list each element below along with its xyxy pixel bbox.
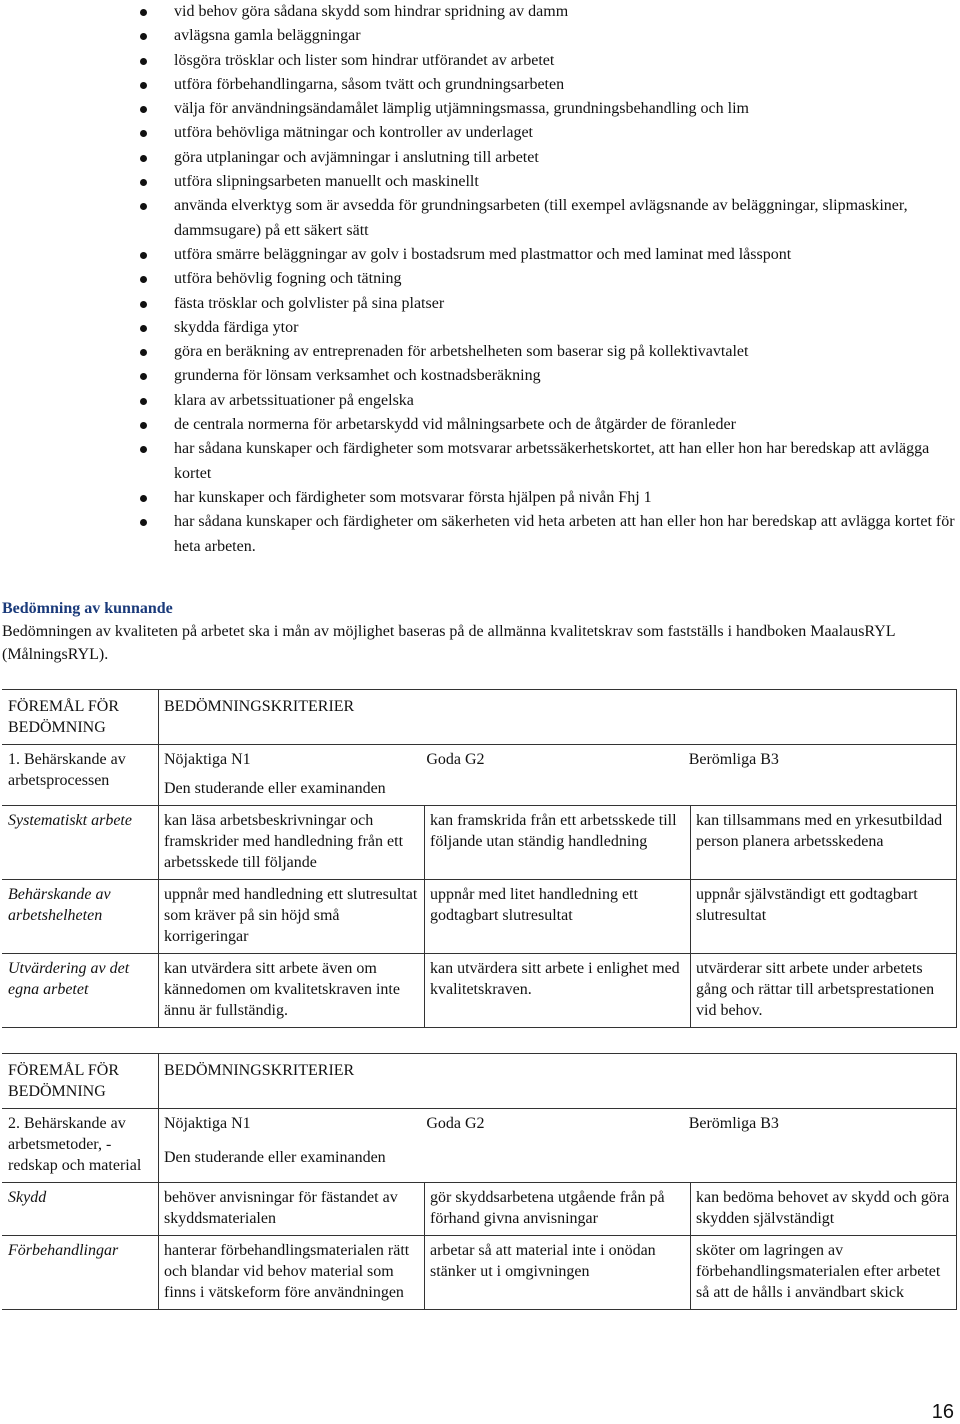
bullet-list [140, 0, 958, 559]
b3-cell: uppnår självständigt ett godtagbart slutresultat [691, 880, 957, 954]
n1-cell: kan utvärdera sitt arbete även om kännedomen om kvalitetskraven inte ännu är fullständig. [159, 954, 425, 1028]
bullet-dot [140, 349, 147, 356]
b3-cell: sköter om lagringen av förbehandlingsmaterialen efter arbetet så att de hålls i användbart skick [691, 1236, 957, 1310]
object-cell: Behärskande av arbetshelheten [3, 880, 159, 954]
bullet-dot [140, 203, 147, 210]
list-item: vid behov göra sådana skydd som hindrar spridning av damm [140, 0, 958, 24]
level-b3: Berömliga B3 [688, 1115, 779, 1132]
list-item: göra en beräkning av entreprenaden för arbetshelheten som baserar sig på kollektivavtalet [140, 340, 958, 364]
level-g2: Goda G2 [426, 751, 485, 768]
criteria-header: BEDÖMNINGSKRITERIER [159, 690, 957, 745]
list-item: utföra slipningsarbeten manuellt och maskinellt [140, 170, 958, 194]
criteria-table-1 [2, 689, 957, 1028]
bullet-dot [140, 398, 147, 405]
list-item: göra utplaningar och avjämningar i anslutning till arbetet [140, 146, 958, 170]
bullet-dot [140, 130, 147, 137]
criteria-header: BEDÖMNINGSKRITERIER [159, 1054, 957, 1109]
b3-cell: utvärderar sitt arbete under arbetets gång och rättar till arbetsprestationen vid behov. [691, 954, 957, 1028]
g2-cell: uppnår med litet handledning ett godtagbart slutresultat [425, 880, 691, 954]
criteria-table-2 [2, 1053, 957, 1310]
level-g2: Goda G2 [426, 1115, 485, 1132]
level-n1: Nöjaktiga N1 [164, 1115, 251, 1132]
assessment-target: 1. Behärskande av arbetsprocessen [3, 745, 159, 806]
bullet-dot [140, 301, 147, 308]
list-item: lösgöra trösklar och lister som hindrar utförandet av arbetet [140, 49, 958, 73]
assessment-heading: Bedömning av kunnande [2, 600, 173, 617]
list-item: har sådana kunskaper och färdigheter om säkerheten vid heta arbeten att han eller hon har beredskap att avlägga kortet för heta arbeten. [140, 510, 958, 559]
list-item: välja för användningsändamålet lämplig utjämningsmassa, grundningsbehandling och lim [140, 97, 958, 121]
list-item: grunderna för lönsam verksamhet och kostnadsberäkning [140, 364, 958, 388]
bullet-dot [140, 106, 147, 113]
g2-cell: kan utvärdera sitt arbete i enlighet med kvalitetskraven. [425, 954, 691, 1028]
level-n1: Nöjaktiga N1 [164, 751, 251, 768]
list-item: klara av arbetssituationer på engelska [140, 389, 958, 413]
n1-cell: behöver anvisningar för fästandet av skyddsmaterialen [159, 1183, 425, 1236]
list-item: de centrala normerna för arbetarskydd vid målningsarbete och de åtgärder de föranleder [140, 413, 958, 437]
list-item: har sådana kunskaper och färdigheter som motsvarar arbetssäkerhetskortet, att han eller hon har beredskap att avlägga kortet [140, 437, 958, 486]
bullet-dot [140, 33, 147, 40]
subject-label: Den studerande eller examinanden [159, 770, 957, 806]
object-header: FÖREMÅL FÖR BEDÖMNING [3, 690, 159, 745]
assessment-text: Bedömningen av kvaliteten på arbetet ska i mån av möjlighet baseras på de allmänna kvalitetskrav som fastställs i handboken MaalausRYL (MålningsRYL). [2, 623, 895, 663]
object-header: FÖREMÅL FÖR BEDÖMNING [3, 1054, 159, 1109]
level-row [159, 1109, 957, 1140]
list-item: utföra behövliga mätningar och kontroller av underlaget [140, 121, 958, 145]
object-cell: Förbehandlingar [3, 1236, 159, 1310]
subject-label: Den studerande eller examinanden [159, 1139, 957, 1182]
list-item: har kunskaper och färdigheter som motsvarar första hjälpen på nivån Fhj 1 [140, 486, 958, 510]
bullet-dot [140, 325, 147, 332]
assessment-section [2, 597, 958, 666]
bullet-dot [140, 82, 147, 89]
n1-cell: kan läsa arbetsbeskrivningar och framskrider med handledning från ett arbetsskede till följande [159, 806, 425, 880]
n1-cell: uppnår med handledning ett slutresultat som kräver på sin höjd små korrigeringar [159, 880, 425, 954]
g2-cell: kan framskrida från ett arbetsskede till följande utan ständig handledning [425, 806, 691, 880]
list-item: utföra förbehandlingarna, såsom tvätt och grundningsarbeten [140, 73, 958, 97]
list-item: utföra behövlig fogning och tätning [140, 267, 958, 291]
bullet-dot [140, 495, 147, 502]
object-cell: Utvärdering av det egna arbetet [3, 954, 159, 1028]
page-number: 16 [931, 1401, 954, 1423]
g2-cell: arbetar så att material inte i onödan stänker ut i omgivningen [425, 1236, 691, 1310]
b3-cell: kan tillsammans med en yrkesutbildad person planera arbetsskedena [691, 806, 957, 880]
list-item: utföra smärre beläggningar av golv i bostadsrum med plastmattor och med laminat med låsspont [140, 243, 958, 267]
bullet-dot [140, 155, 147, 162]
level-b3: Berömliga B3 [688, 751, 779, 768]
object-cell: Systematiskt arbete [3, 806, 159, 880]
bullet-dot [140, 519, 147, 526]
bullet-dot [140, 58, 147, 65]
list-item: skydda färdiga ytor [140, 316, 958, 340]
bullet-dot [140, 9, 147, 16]
list-item: fästa trösklar och golvlister på sina platser [140, 292, 958, 316]
b3-cell: kan bedöma behovet av skydd och göra skydden självständigt [691, 1183, 957, 1236]
bullet-dot [140, 276, 147, 283]
bullet-dot [140, 446, 147, 453]
bullet-dot [140, 422, 147, 429]
bullet-dot [140, 179, 147, 186]
list-item: använda elverktyg som är avsedda för grundningsarbeten (till exempel avlägsnande av beläggningar, slipmaskiner, dammsugare) på ett säkert sätt [140, 194, 958, 243]
n1-cell: hanterar förbehandlingsmaterialen rätt och blandar vid behov material som finns i vätskeform före användningen [159, 1236, 425, 1310]
assessment-target: 2. Behärskande av arbetsmetoder, -redskap och material [3, 1109, 159, 1183]
object-cell: Skydd [3, 1183, 159, 1236]
level-row [159, 745, 957, 771]
bullet-dot [140, 373, 147, 380]
g2-cell: gör skyddsarbetena utgående från på förhand givna anvisningar [425, 1183, 691, 1236]
list-item: avlägsna gamla beläggningar [140, 24, 958, 48]
bullet-dot [140, 252, 147, 259]
